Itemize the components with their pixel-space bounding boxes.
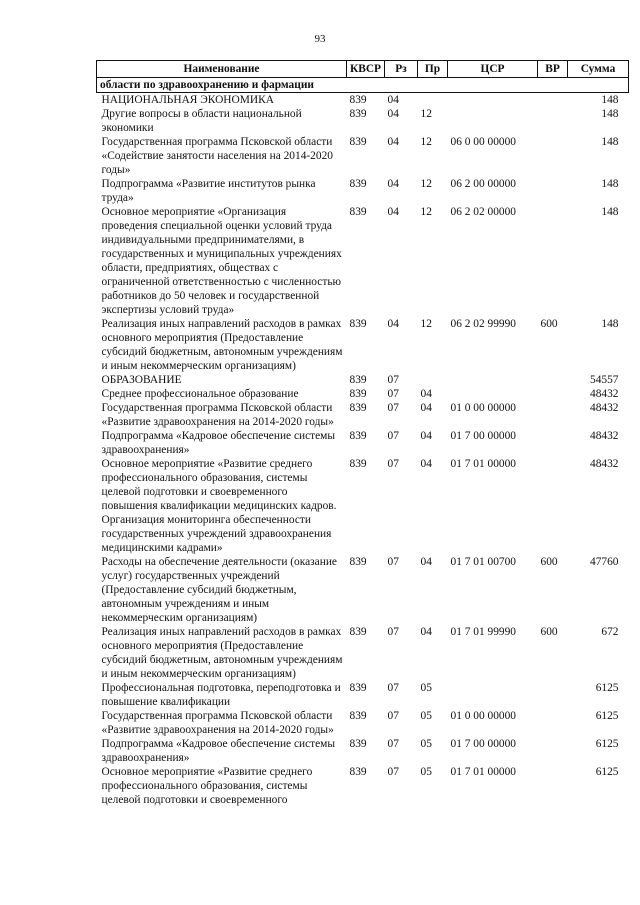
cell-csr: 01 0 00 00000 [450,402,516,414]
cell-empty [568,78,629,93]
cell-rz: 07 [387,710,399,722]
cell-pr: 12 [420,178,432,190]
cell-csr [448,107,538,135]
cell-pr: 04 [420,388,432,400]
cell-vr [538,135,568,177]
cell-kvsr: 839 [349,388,367,400]
cell-kvsr: 839 [349,108,367,120]
table-row [97,387,629,401]
cell-rz: 07 [387,458,399,470]
table-row [97,373,629,387]
cell-sum: 148 [601,108,619,120]
cell-csr [448,387,538,401]
cell-sum: 48432 [590,402,619,414]
cell-sum: 148 [601,178,619,190]
cell-csr: 01 7 00 00000 [450,430,516,442]
cell-pr: 05 [420,738,432,750]
header-rz: Рз [385,61,418,78]
cell-vr [538,709,568,737]
table-row [97,681,629,709]
cell-sum: 48432 [590,388,619,400]
header-kvsr: КВСР [347,61,385,78]
cell-rz: 07 [387,402,399,414]
cell-empty [385,78,418,93]
cell-empty [347,78,385,93]
table-row [97,625,629,681]
cell-rz: 07 [387,682,399,694]
cell-sum: 54557 [590,374,619,386]
cell-sum: 48432 [590,430,619,442]
cell-csr: 01 7 01 00000 [450,766,516,778]
table-row [97,401,629,429]
cell-pr: 04 [420,402,432,414]
cell-kvsr: 839 [349,626,367,638]
cell-csr: 01 7 00 00000 [450,738,516,750]
cell-kvsr: 839 [349,178,367,190]
cell-kvsr: 839 [349,402,367,414]
cell-pr: 05 [420,766,432,778]
cell-kvsr: 839 [349,374,367,386]
cell-vr: 600 [540,318,558,330]
table-row [97,429,629,457]
cell-sum: 148 [601,136,619,148]
header-csr: ЦСР [448,61,538,78]
table-row [97,709,629,737]
cell-csr: 01 7 01 00000 [450,458,516,470]
cell-vr [538,765,568,807]
cell-empty [448,78,538,93]
cell-kvsr: 839 [349,430,367,442]
cell-sum: 47760 [590,556,619,568]
cell-vr [538,681,568,709]
cell-vr [538,205,568,317]
table-row [97,765,629,807]
cell-vr [538,429,568,457]
cell-rz: 07 [387,374,399,386]
header-sum: Сумма [568,61,629,78]
cell-rz: 04 [387,318,399,330]
cell-pr: 12 [420,108,432,120]
cell-sum: 672 [601,626,619,638]
cell-rz: 07 [387,556,399,568]
table-row [97,555,629,625]
cell-empty [538,78,568,93]
cell-kvsr: 839 [349,94,367,106]
cell-name: Государственная программа Псковской области «Развитие здравоохранения на 2014-2020 годы» [101,402,334,428]
cell-pr [418,373,448,387]
header-pr: Пр [418,61,448,78]
cell-name: Государственная программа Псковской области «Развитие здравоохранения на 2014-2020 годы» [101,710,334,736]
cell-vr [538,457,568,555]
cell-csr: 01 7 01 00700 [450,556,516,568]
cell-kvsr: 839 [349,710,367,722]
cell-vr [538,177,568,205]
page-number: 93 [314,33,326,45]
cell-csr: 01 0 00 00000 [450,710,516,722]
cell-name: Основное мероприятие «Развитие среднего профессионального образования, системы целевой подготовки и своевременного повышения квалификации медицинских кадров. Организация мониторинга обеспеченности государственных учреждений здравоохранения медицинскими кадрами» [101,458,337,554]
cell-rz: 07 [387,766,399,778]
cell-sum: 6125 [595,738,619,750]
cell-csr [448,373,538,387]
cell-rz: 07 [387,430,399,442]
cell-name: Профессиональная подготовка, переподготовка и повышение квалификации [101,682,341,708]
cell-csr: 06 2 02 99990 [450,318,516,330]
table-row [97,317,629,373]
cell-sum: 148 [601,206,619,218]
cell-pr: 04 [420,556,432,568]
cell-pr: 05 [420,710,432,722]
cell-name: Основное мероприятие «Развитие среднего профессионального образования, системы целевой подготовки и своевременного [101,766,313,806]
cell-vr [538,737,568,765]
cell-rz: 07 [387,738,399,750]
cell-name: Другие вопросы в области национальной экономики [101,108,302,134]
cell-vr: 600 [540,556,558,568]
cell-pr: 12 [420,318,432,330]
header-name: Наименование [97,61,347,78]
cell-rz: 04 [387,136,399,148]
cell-vr [538,401,568,429]
cell-kvsr: 839 [349,458,367,470]
cell-rz: 04 [387,108,399,120]
cell-csr [448,681,538,709]
cell-name: Основное мероприятие «Организация проведения специальной оценки условий труда индивидуальными предпринимателями, в государственных и муниципальных учреждениях области, предприятиях, обществах с ограниченной ответственностью с численностью работников до 50 человек и государственной экспертизы условий труда» [101,206,342,316]
cell-name: Реализация иных направлений расходов в рамках основного мероприятия (Предоставление субсидий бюджетным, автономным учреждениям и иным некоммерческим организациям) [101,626,343,680]
cell-kvsr: 839 [349,206,367,218]
cell-sum: 6125 [595,682,619,694]
table-row [97,205,629,317]
cell-name: Подпрограмма «Кадровое обеспечение системы здравоохранения» [101,430,336,456]
cell-pr: 04 [420,430,432,442]
cell-vr: 600 [540,626,558,638]
cell-vr [538,93,568,108]
cell-name: ОБРАЗОВАНИЕ [101,374,182,386]
cell-rz: 04 [387,178,399,190]
continuation-row [97,78,629,93]
table-row [97,177,629,205]
cell-name: Государственная программа Псковской области «Содействие занятости населения на 2014-2020 годы» [101,136,333,176]
cell-sum: 148 [601,318,619,330]
cell-csr [448,93,538,108]
cell-sum: 6125 [595,766,619,778]
cell-sum: 148 [601,94,619,106]
cell-pr: 12 [420,206,432,218]
cell-name: Расходы на обеспечение деятельности (оказание услуг) государственных учреждений (Предоставление субсидий бюджетным, автономным учреждениям и иным некоммерческим организациям) [101,556,337,624]
cell-pr: 05 [420,682,432,694]
cell-kvsr: 839 [349,136,367,148]
header-vr: ВР [538,61,568,78]
cell-empty [418,78,448,93]
cell-sum: 6125 [595,710,619,722]
cell-kvsr: 839 [349,682,367,694]
cell-name: Реализация иных направлений расходов в рамках основного мероприятия (Предоставление субсидий бюджетным, автономным учреждениям и иным некоммерческим организациям) [101,318,343,372]
cell-kvsr: 839 [349,318,367,330]
table-row [97,93,629,108]
table-header-row [97,61,629,78]
table-row [97,737,629,765]
cell-rz: 04 [387,94,399,106]
budget-table [96,60,629,807]
cell-pr: 04 [420,626,432,638]
table-row [97,135,629,177]
cell-csr: 06 0 00 00000 [450,136,516,148]
continuation-label: области по здравоохранению и фармации [97,78,347,93]
table-body [97,78,629,808]
cell-kvsr: 839 [349,556,367,568]
cell-kvsr: 839 [349,738,367,750]
cell-csr: 01 7 01 99990 [450,626,516,638]
table-row [97,107,629,135]
cell-vr [538,387,568,401]
cell-name: Подпрограмма «Развитие институтов рынка труда» [101,178,316,204]
cell-sum: 48432 [590,458,619,470]
cell-rz: 07 [387,388,399,400]
cell-rz: 04 [387,206,399,218]
cell-name: НАЦИОНАЛЬНАЯ ЭКОНОМИКА [101,94,274,106]
cell-name: Подпрограмма «Кадровое обеспечение системы здравоохранения» [101,738,336,764]
cell-pr [418,93,448,108]
cell-kvsr: 839 [349,766,367,778]
cell-vr [538,373,568,387]
cell-csr: 06 2 00 00000 [450,178,516,190]
cell-csr: 06 2 02 00000 [450,206,516,218]
cell-name: Среднее профессиональное образование [101,388,299,400]
cell-pr: 04 [420,458,432,470]
table-row [97,457,629,555]
cell-pr: 12 [420,136,432,148]
cell-vr [538,107,568,135]
cell-rz: 07 [387,626,399,638]
